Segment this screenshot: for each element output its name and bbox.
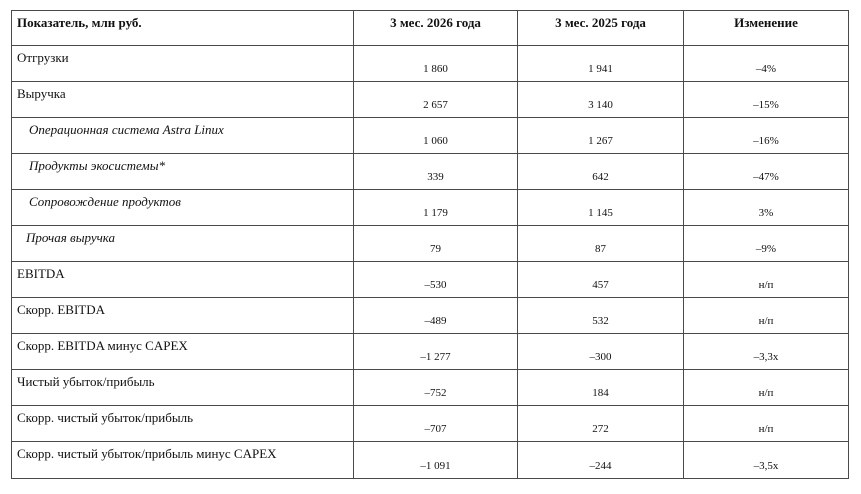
header-indicator: Показатель, млн руб. [12, 11, 354, 46]
value-change: –47% [684, 154, 849, 190]
table-row [12, 442, 849, 479]
table-row [12, 118, 849, 154]
value-2026: 1 860 [354, 46, 518, 82]
table-row [12, 190, 849, 226]
row-label: Скорр. EBITDA [12, 298, 354, 334]
header-row [12, 11, 849, 46]
value-2025: 1 267 [518, 118, 684, 154]
value-2026: –707 [354, 406, 518, 442]
value-2026: –530 [354, 262, 518, 298]
value-2025: 3 140 [518, 82, 684, 118]
value-2025: 532 [518, 298, 684, 334]
row-label: Операционная система Astra Linux [12, 118, 354, 154]
row-label: Сопровождение продуктов [12, 190, 354, 226]
table-row [12, 226, 849, 262]
row-label: Скорр. EBITDA минус CAPEX [12, 334, 354, 370]
value-2026: –1 277 [354, 334, 518, 370]
table-row [12, 298, 849, 334]
value-2025: 642 [518, 154, 684, 190]
table-row [12, 82, 849, 118]
value-2026: 339 [354, 154, 518, 190]
header-period-2026: 3 мес. 2026 года [354, 11, 518, 46]
value-change: н/п [684, 370, 849, 406]
financial-table [11, 10, 849, 479]
row-label: Прочая выручка [12, 226, 354, 262]
value-2025: –244 [518, 442, 684, 479]
value-2025: 184 [518, 370, 684, 406]
table-row [12, 334, 849, 370]
row-label: Скорр. чистый убыток/прибыль [12, 406, 354, 442]
value-change: –3,3x [684, 334, 849, 370]
table-row [12, 262, 849, 298]
table-row [12, 406, 849, 442]
row-label: Отгрузки [12, 46, 354, 82]
table-row [12, 46, 849, 82]
row-label: Чистый убыток/прибыль [12, 370, 354, 406]
value-change: н/п [684, 262, 849, 298]
value-2025: 1 145 [518, 190, 684, 226]
value-change: –4% [684, 46, 849, 82]
header-change: Изменение [684, 11, 849, 46]
value-change: 3% [684, 190, 849, 226]
value-2026: 1 179 [354, 190, 518, 226]
table-row [12, 154, 849, 190]
value-change: –16% [684, 118, 849, 154]
row-label: EBITDA [12, 262, 354, 298]
value-change: н/п [684, 406, 849, 442]
value-2025: 87 [518, 226, 684, 262]
value-2026: 2 657 [354, 82, 518, 118]
value-change: н/п [684, 298, 849, 334]
value-change: –15% [684, 82, 849, 118]
table-row [12, 370, 849, 406]
value-2025: 1 941 [518, 46, 684, 82]
row-label: Скорр. чистый убыток/прибыль минус CAPEX [12, 442, 354, 479]
header-period-2025: 3 мес. 2025 года [518, 11, 684, 46]
value-2026: –752 [354, 370, 518, 406]
value-2026: –489 [354, 298, 518, 334]
value-2026: 79 [354, 226, 518, 262]
value-change: –9% [684, 226, 849, 262]
row-label: Выручка [12, 82, 354, 118]
value-2026: 1 060 [354, 118, 518, 154]
value-2025: 457 [518, 262, 684, 298]
row-label: Продукты экосистемы* [12, 154, 354, 190]
value-2026: –1 091 [354, 442, 518, 479]
value-2025: 272 [518, 406, 684, 442]
value-change: –3,5x [684, 442, 849, 479]
value-2025: –300 [518, 334, 684, 370]
